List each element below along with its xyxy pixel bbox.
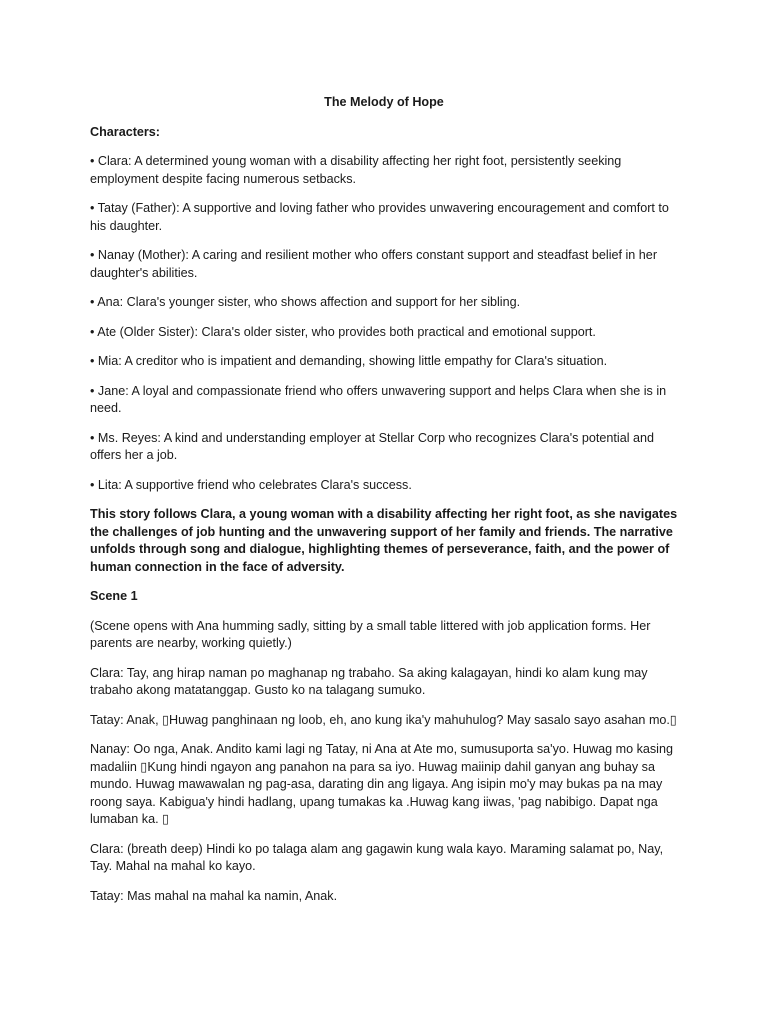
character-item-tatay: • Tatay (Father): A supportive and loving father who provides unwavering encouragement and comfort to his daughter.	[90, 201, 669, 233]
character-item-ate: • Ate (Older Sister): Clara's older sister, who provides both practical and emotional support.	[90, 324, 596, 339]
document-page	[90, 94, 678, 917]
scene-dialogue	[90, 618, 678, 906]
dialogue-line-tatay: Tatay: Anak, ▯Huwag panghinaan ng loob, eh, ano kung ika'y mahuhulog? May sasalo sayo asahan mo.▯	[90, 712, 677, 727]
dialogue-line-clara-2: Clara: (breath deep) Hindi ko po talaga alam ang gagawin kung wala kayo. Maraming salamat po, Nay, Tay. Mahal na mahal ko kayo.	[90, 841, 664, 873]
character-item-jane: • Jane: A loyal and compassionate friend who offers unwavering support and helps Clara when she is in need.	[90, 383, 667, 415]
scene-heading: Scene 1	[90, 589, 138, 603]
story-summary: This story follows Clara, a young woman with a disability affecting her right foot, as she navigates the challenges of job hunting and the unwavering support of her family and friends. The narrative unfolds through song and dialogue, highlighting themes of perseverance, faith, and the power of human connection in the face of adversity.	[90, 507, 678, 574]
dialogue-line-clara: Clara: Tay, ang hirap naman po maghanap ng trabaho. Sa aking kalagayan, hindi ko alam kung may trabaho akong matatanggap. Gusto ko na talagang sumuko.	[90, 665, 648, 697]
stage-direction: (Scene opens with Ana humming sadly, sitting by a small table littered with job application forms. Her parents are nearby, working quietly.)	[90, 618, 651, 650]
characters-heading: Characters:	[90, 124, 160, 139]
character-item-lita: • Lita: A supportive friend who celebrates Clara's success.	[90, 477, 412, 492]
document-title: The Melody of Hope	[324, 95, 444, 109]
dialogue-line-tatay-2: Tatay: Mas mahal na mahal ka namin, Anak.	[90, 888, 338, 903]
character-list	[90, 153, 678, 494]
character-item-clara: • Clara: A determined young woman with a disability affecting her right foot, persistently seeking employment despite facing numerous setbacks.	[90, 154, 622, 186]
character-item-nanay: • Nanay (Mother): A caring and resilient mother who offers constant support and steadfast belief in her daughter's abilities.	[90, 248, 658, 280]
character-item-mia: • Mia: A creditor who is impatient and demanding, showing little empathy for Clara's situation.	[90, 354, 608, 368]
dialogue-line-nanay: Nanay: Oo nga, Anak. Andito kami lagi ng Tatay, ni Ana at Ate mo, sumusuporta sa'yo. Huwag mo kasing madaliin ▯Kung hindi ngayon ang panahon na para sa iyo. Huwag maiinip dahil ganyan ang buhay sa mundo. Huwag mawawalan ng pag-asa, darating din ang ligaya. Ang isipin mo'y may bukas pa na may roong saya. Kabigua'y hindi hadlang, upang tumakas ka .Huwag kang iiwas, 'pag nabibigo. Dapat nga lumaban ka. ▯	[90, 742, 673, 826]
character-item-ms-reyes: • Ms. Reyes: A kind and understanding employer at Stellar Corp who recognizes Clara's potential and offers her a job.	[90, 430, 655, 462]
character-item-ana: • Ana: Clara's younger sister, who shows affection and support for her sibling.	[90, 295, 521, 309]
